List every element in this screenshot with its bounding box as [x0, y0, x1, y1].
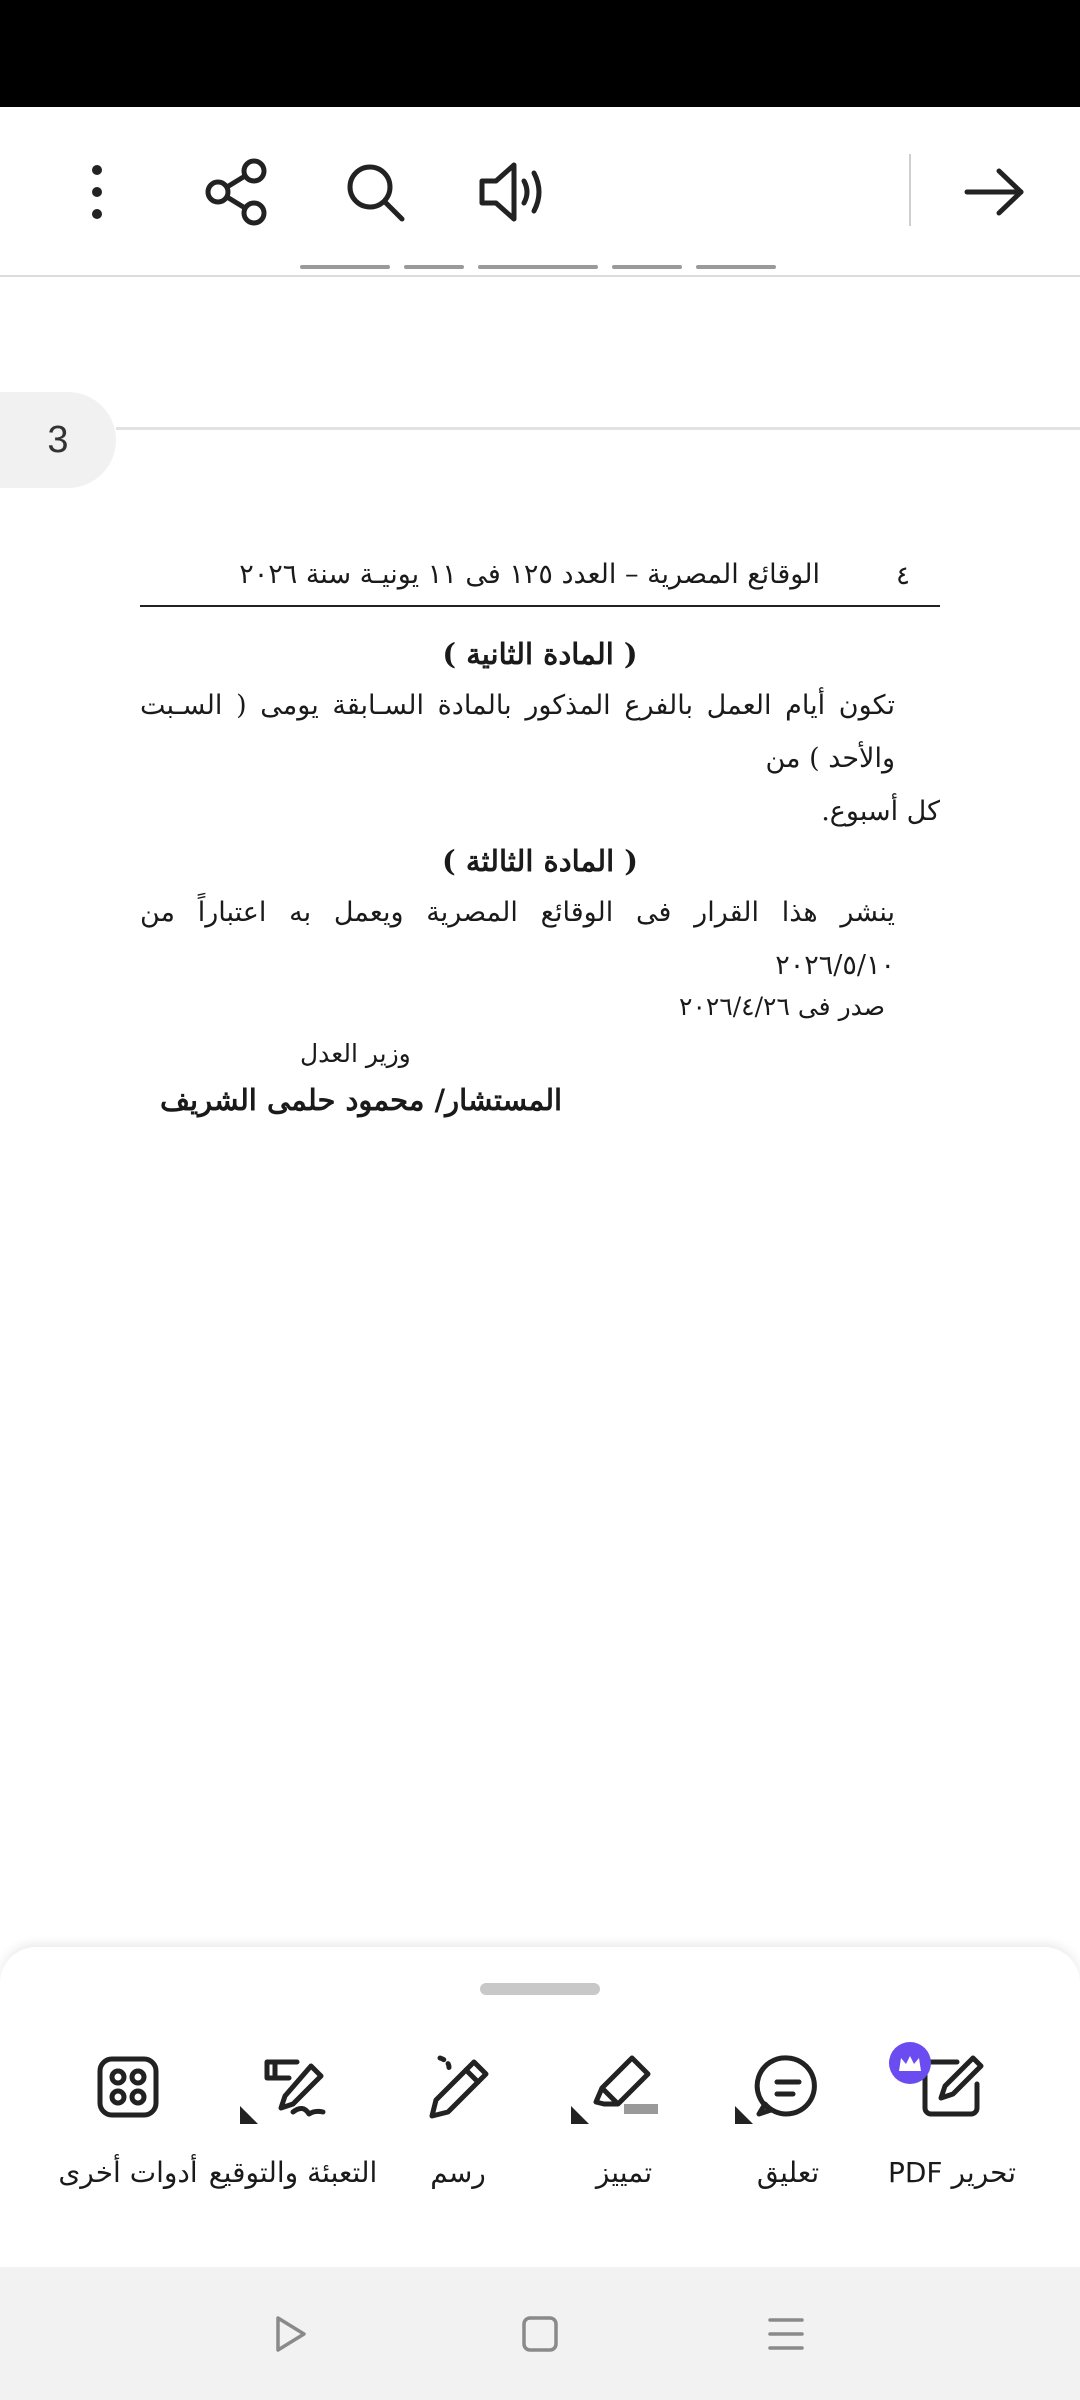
header-page-number: ٤ [896, 561, 910, 591]
draw-pencil-icon [363, 2042, 553, 2132]
comment-tool[interactable] [693, 2042, 883, 2200]
edit-pdf-icon [857, 2042, 1047, 2132]
fill-and-sign-label: التعبئة والتوقيع [208, 2156, 378, 2189]
back-icon[interactable] [250, 2299, 330, 2369]
edit-pdf-label: تحرير PDF [887, 2156, 1017, 2189]
highlight-label: تمييز [595, 2156, 653, 2189]
status-bar [0, 0, 1080, 107]
app-bar-divider [909, 154, 911, 226]
article-2-title: ( المادة الثانية ) [442, 637, 638, 671]
tools-bottom-sheet [0, 1947, 1080, 2267]
edit-pdf-tool[interactable] [857, 2042, 1047, 2200]
minister-title: وزير العدل [300, 1039, 411, 1068]
premium-crown-icon [889, 2042, 931, 2084]
draw-tool[interactable] [363, 2042, 553, 2200]
issued-date: صدر فى ٢٠٢٦/٤/٢٦ [679, 992, 885, 1021]
signature-block [140, 1021, 940, 1141]
back-arrow-icon[interactable] [950, 147, 1040, 237]
read-aloud-icon[interactable] [468, 147, 558, 237]
signer-name: المستشار/ محمود حلمى الشريف [160, 1083, 563, 1117]
system-navigation-bar [0, 2267, 1080, 2400]
more-tools-label: أدوات أخرى [58, 2156, 198, 2189]
search-icon[interactable] [330, 147, 420, 237]
comment-label: تعليق [756, 2156, 820, 2189]
header-gazette-title: الوقائع المصرية – العدد ١٢٥ فى ١١ يونيـة سنة ٢٠٢٦ [239, 559, 820, 590]
more-tools-grid-icon [33, 2042, 223, 2132]
comment-icon [693, 2042, 883, 2132]
app-bar [0, 107, 1080, 277]
page-number-indicator: 3 [0, 392, 116, 488]
gazette-header [140, 547, 940, 607]
article-2-text: تكون أيام العمل بالفرع المذكور بالمادة السـابقة يومى ( السـبت والأحد ) من [140, 690, 895, 774]
previous-page-remnant [300, 265, 800, 285]
share-icon[interactable] [192, 147, 282, 237]
recent-apps-icon[interactable] [746, 2299, 826, 2369]
more-options-icon[interactable] [52, 147, 142, 237]
pdf-page [140, 547, 940, 1141]
pdf-viewer[interactable] [0, 277, 1080, 1947]
highlighter-icon [529, 2042, 719, 2132]
article-3-text: ينشر هذا القرار فى الوقائع المصرية ويعمل به اعتباراً من ٢٠٢٦/٥/١٠ [140, 897, 895, 981]
highlight-tool[interactable] [529, 2042, 719, 2200]
fill-sign-icon [198, 2042, 388, 2132]
draw-label: رسم [430, 2156, 486, 2189]
home-icon[interactable] [500, 2299, 580, 2369]
article-3-title: ( المادة الثالثة ) [442, 844, 638, 878]
fill-and-sign-tool[interactable] [198, 2042, 388, 2200]
sheet-drag-handle[interactable] [480, 1983, 600, 1995]
more-tools-tool[interactable] [33, 2042, 223, 2200]
page-separator [116, 427, 1080, 430]
article-2-text-continued: كل أسبوع. [821, 796, 940, 827]
